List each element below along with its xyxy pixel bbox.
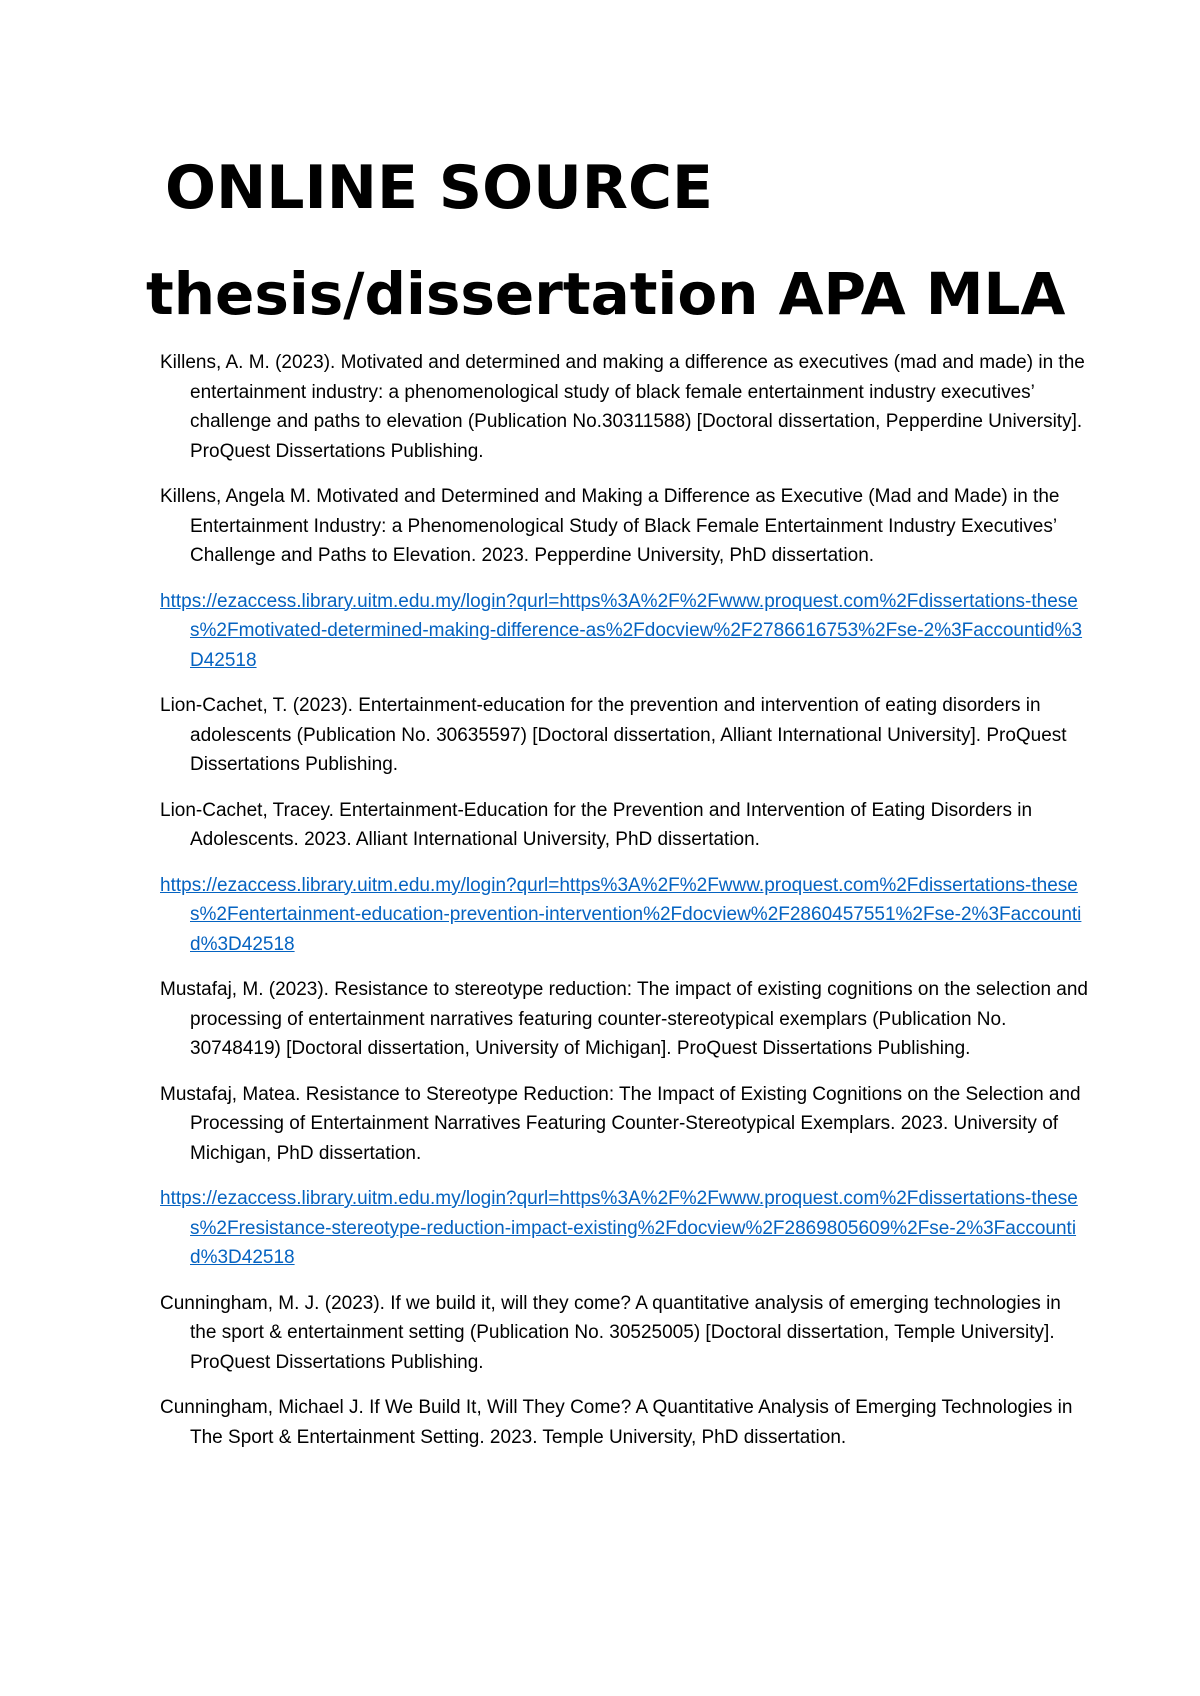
- reference-apa-cunningham: Cunningham, M. J. (2023). If we build it, will they come? A quantitative analysis of emerging technologies in the sport & entertainment setting (Publication No. 30525005) [Doctoral dissertation, Temple University]. ProQuest Dissertations Publishing.: [160, 1292, 1061, 1373]
- reference-apa-lion-cachet: Lion-Cachet, T. (2023). Entertainment-education for the prevention and intervention of eating disorders in adolescents (Publication No. 30635597) [Doctoral dissertation, Alliant International University]. ProQuest Dissertations Publishing.: [160, 695, 1067, 775]
- reference-list: [160, 348, 1090, 1468]
- reference-apa-mustafaj: Mustafaj, M. (2023). Resistance to stereotype reduction: The impact of existing cognitions on the selection and processing of entertainment narratives featuring counter-stereotypical exemplars (Publication No. 30748419) [Doctoral dissertation, University of Michigan]. ProQuest Dissertations Publishing.: [160, 979, 1088, 1059]
- reference-link-mustafaj: [160, 1184, 1090, 1273]
- proquest-link-mustafaj[interactable]: https://ezaccess.library.uitm.edu.my/login?qurl=https%3A%2F%2Fwww.proquest.com%2Fdissertations-theses%2Fresistance-stereotype-reduction-impact-existing%2Fdocview%2F2869805609%2Fse-2%3Faccountid%3D42518: [160, 1188, 1078, 1268]
- reference-mla-cunningham: Cunningham, Michael J. If We Build It, Will They Come? A Quantitative Analysis of Emerging Technologies in The Sport & Entertainment Setting. 2023. Temple University, PhD dissertation.: [160, 1397, 1073, 1448]
- proquest-link-killens[interactable]: https://ezaccess.library.uitm.edu.my/login?qurl=https%3A%2F%2Fwww.proquest.com%2Fdissertations-theses%2Fmotivated-determined-making-difference-as%2Fdocview%2F2786616753%2Fse-2%3Faccountid%3D42518: [160, 590, 1083, 671]
- reference-link-killens: [160, 587, 1090, 676]
- proquest-link-lion-cachet[interactable]: https://ezaccess.library.uitm.edu.my/login?qurl=https%3A%2F%2Fwww.proquest.com%2Fdissertations-theses%2Fentertainment-education-prevention-intervention%2Fdocview%2F2860457551%2Fse-2%3Faccountid%3D42518: [160, 874, 1082, 955]
- reference-mla-mustafaj: Mustafaj, Matea. Resistance to Stereotype Reduction: The Impact of Existing Cognitions on the Selection and Processing of Entertainment Narratives Featuring Counter-Stereotypical Exemplars. 2023. University of Michigan, PhD dissertation.: [160, 1083, 1081, 1164]
- page-title: ONLINE SOURCE: [165, 153, 714, 223]
- page-subtitle: thesis/dissertation APA MLA: [146, 260, 1066, 328]
- reference-mla-killens: Killens, Angela M. Motivated and Determined and Making a Difference as Executive (Mad and Made) in the Entertainment Industry: a Phenomenological Study of Black Female Entertainment Industry Executives’ Challenge and Paths to Elevation. 2023. Pepperdine University, PhD dissertation.: [160, 486, 1060, 566]
- reference-mla-lion-cachet: Lion-Cachet, Tracey. Entertainment-Education for the Prevention and Intervention of Eating Disorders in Adolescents. 2023. Alliant International University, PhD dissertation.: [160, 799, 1033, 850]
- reference-link-lion-cachet: [160, 871, 1090, 960]
- reference-apa-killens: Killens, A. M. (2023). Motivated and determined and making a difference as executives (mad and made) in the entertainment industry: a phenomenological study of black female entertainment industry executives’ challenge and paths to elevation (Publication No.30311588) [Doctoral dissertation, Pepperdine University]. ProQuest Dissertations Publishing.: [160, 352, 1085, 462]
